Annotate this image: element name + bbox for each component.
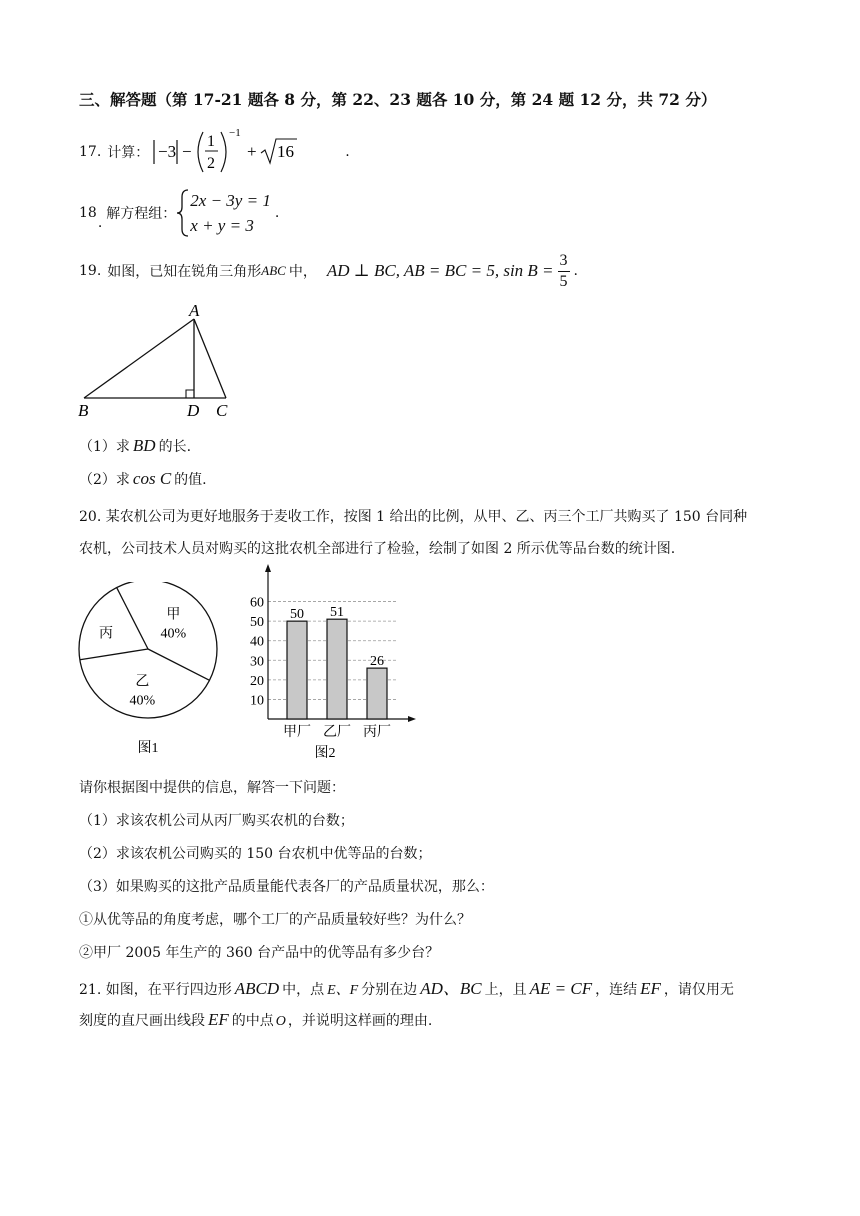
- right-angle-mark: [186, 390, 194, 398]
- y-tick-label: 50: [250, 615, 264, 631]
- pie-slice-label: 甲 40%: [160, 607, 187, 642]
- q18-eq1: 2x − 3y = 1: [190, 191, 271, 210]
- q21-text-4: 上，且: [484, 982, 527, 998]
- q21-var-ef: EF: [640, 979, 661, 998]
- q19-end: .: [573, 263, 578, 279]
- q19-sub2: [79, 469, 207, 489]
- q19-mid: 中，: [288, 264, 317, 280]
- q19-sub2-prefix: （2）求: [79, 472, 130, 488]
- bar-value-label: 50: [290, 607, 304, 623]
- brace-icon: [176, 187, 190, 239]
- q21-text-3: 分别在边: [361, 982, 418, 998]
- q19-sub1: [79, 436, 191, 456]
- q20-sub2: （2）求该农机公司购买的 150 台农机中优等品的台数；: [79, 846, 432, 862]
- q21-line2-text-2: 的中点: [231, 1013, 274, 1029]
- pie-chart: [74, 582, 224, 762]
- q21-var-ef-points: E、F: [327, 983, 359, 998]
- q18-prompt: 解方程组：: [106, 206, 177, 222]
- question-18: [79, 186, 279, 240]
- label-d: D: [187, 401, 200, 420]
- q21-var-equality: AE = CF: [529, 979, 593, 998]
- pie-slice-label: 丙: [99, 626, 114, 642]
- q18-end: .: [274, 205, 280, 221]
- svg-text:16: 16: [277, 142, 295, 161]
- y-tick-label: 60: [250, 595, 264, 611]
- svg-text:1: 1: [207, 133, 216, 150]
- label-b: B: [78, 401, 89, 420]
- q19-sub1-var: BD: [132, 436, 156, 455]
- q20-sub1: （1）求该农机公司从丙厂购买农机的台数；: [79, 813, 354, 829]
- q19-fraction: [558, 251, 570, 292]
- svg-text:+: +: [247, 142, 257, 161]
- q19-sub1-suffix: 的长.: [158, 439, 192, 455]
- svg-text:−3: −3: [158, 142, 177, 161]
- pie-slice-label: 乙 40%: [129, 674, 156, 709]
- q21-line2: [79, 1010, 432, 1030]
- q17-end: .: [345, 144, 350, 160]
- x-tick-label: 乙厂: [323, 725, 351, 740]
- svg-text:−: −: [182, 142, 192, 161]
- svg-text:2: 2: [207, 155, 216, 172]
- q19-frac-den: 5: [559, 272, 568, 290]
- q21-line2-text-3: ，并说明这样画的理由.: [287, 1013, 433, 1029]
- label-a: A: [189, 301, 200, 320]
- question-17: [79, 127, 350, 177]
- x-tick-label: 丙厂: [363, 725, 391, 740]
- q21-text-6: ，请仅用无: [663, 982, 734, 998]
- bar-1: [287, 621, 307, 719]
- q20-sub3: （3）如果购买的这批产品质量能代表各厂的产品质量状况，那么：: [79, 879, 494, 895]
- q17-number: 17.: [79, 144, 102, 160]
- q21-line1: [79, 974, 734, 999]
- pie-slice-boundary: [117, 588, 148, 649]
- y-axis-arrow-icon: [265, 564, 271, 572]
- bar-chart: [240, 564, 430, 762]
- q21-line2-var-ef: EF: [208, 1010, 229, 1029]
- q20-line1: 20. 某农机公司为更好地服务于麦收工作，按图 1 给出的比例，从甲、乙、丙三个工厂共购买了 150 台同种: [79, 509, 748, 525]
- x-tick-label: 甲厂: [283, 725, 311, 740]
- q21-text-1: 21. 如图，在平行四边形: [79, 982, 232, 998]
- side-ab: [84, 319, 194, 398]
- section-title: 三、解答题（第 17-21 题各 8 分，第 22、23 题各 10 分，第 24 题 12 分，共 72 分）: [79, 90, 717, 109]
- y-tick-label: 20: [250, 673, 264, 689]
- q18-system: [190, 188, 271, 238]
- pie-slice-boundary: [80, 649, 148, 660]
- q21-line2-var-o: O: [275, 1014, 286, 1029]
- fig1-caption: 图1: [137, 741, 159, 756]
- q21-text-5: ，连结: [595, 982, 638, 998]
- q19-triangle-figure: [70, 300, 240, 422]
- q19-sub2-suffix: 的值.: [174, 472, 207, 488]
- q21-line2-text-1: 刻度的直尺画出线段: [79, 1013, 205, 1029]
- q20-line2: 农机，公司技术人员对购买的这批农机全部进行了检验，绘制了如图 2 所示优等品台数的统计图.: [79, 541, 676, 557]
- bar-2: [327, 619, 347, 719]
- q20-sub3a: ①从优等品的角度考虑，哪个工厂的产品质量较好些？为什么？: [79, 912, 471, 928]
- q19-condition: AD ⊥ BC, AB = BC = 5, sin B =: [326, 261, 554, 280]
- label-c: C: [216, 401, 228, 420]
- q21-var-abcd: ABCD: [234, 979, 280, 998]
- q21-var-sides: AD、BC: [420, 979, 482, 998]
- q19-sub2-var: cos C: [132, 469, 172, 488]
- q17-prompt: 计算：: [107, 145, 150, 161]
- q19-number: 19.: [79, 263, 102, 279]
- q20-intro: 请你根据图中提供的信息，解答一下问题：: [79, 780, 345, 796]
- bar-value-label: 26: [370, 654, 384, 670]
- fig2-caption: 图2: [314, 746, 336, 761]
- bar-value-label: 51: [330, 605, 344, 621]
- pie-slice-boundary: [148, 649, 209, 680]
- q18-number: 18: [79, 205, 97, 221]
- q19-triangle: ABC: [261, 263, 286, 278]
- y-tick-label: 30: [250, 654, 264, 670]
- x-axis-arrow-icon: [408, 716, 416, 722]
- q21-text-2: 中，点: [282, 982, 325, 998]
- svg-text:−1: −1: [229, 127, 241, 139]
- q18-number-dot: .: [97, 215, 103, 231]
- q19-frac-num: 3: [558, 251, 570, 272]
- q18-eq2: x + y = 3: [190, 216, 254, 235]
- bar-3: [367, 668, 387, 719]
- y-tick-label: 10: [250, 693, 264, 709]
- q20-sub3b: ②甲厂 2005 年生产的 360 台产品中的优等品有多少台？: [79, 945, 440, 961]
- question-19: [79, 249, 578, 293]
- y-tick-label: 40: [250, 634, 264, 650]
- q19-prompt: 如图，已知在锐角三角形: [107, 264, 262, 280]
- side-ac: [194, 319, 226, 398]
- q17-expression: [149, 126, 345, 178]
- q19-sub1-prefix: （1）求: [79, 439, 130, 455]
